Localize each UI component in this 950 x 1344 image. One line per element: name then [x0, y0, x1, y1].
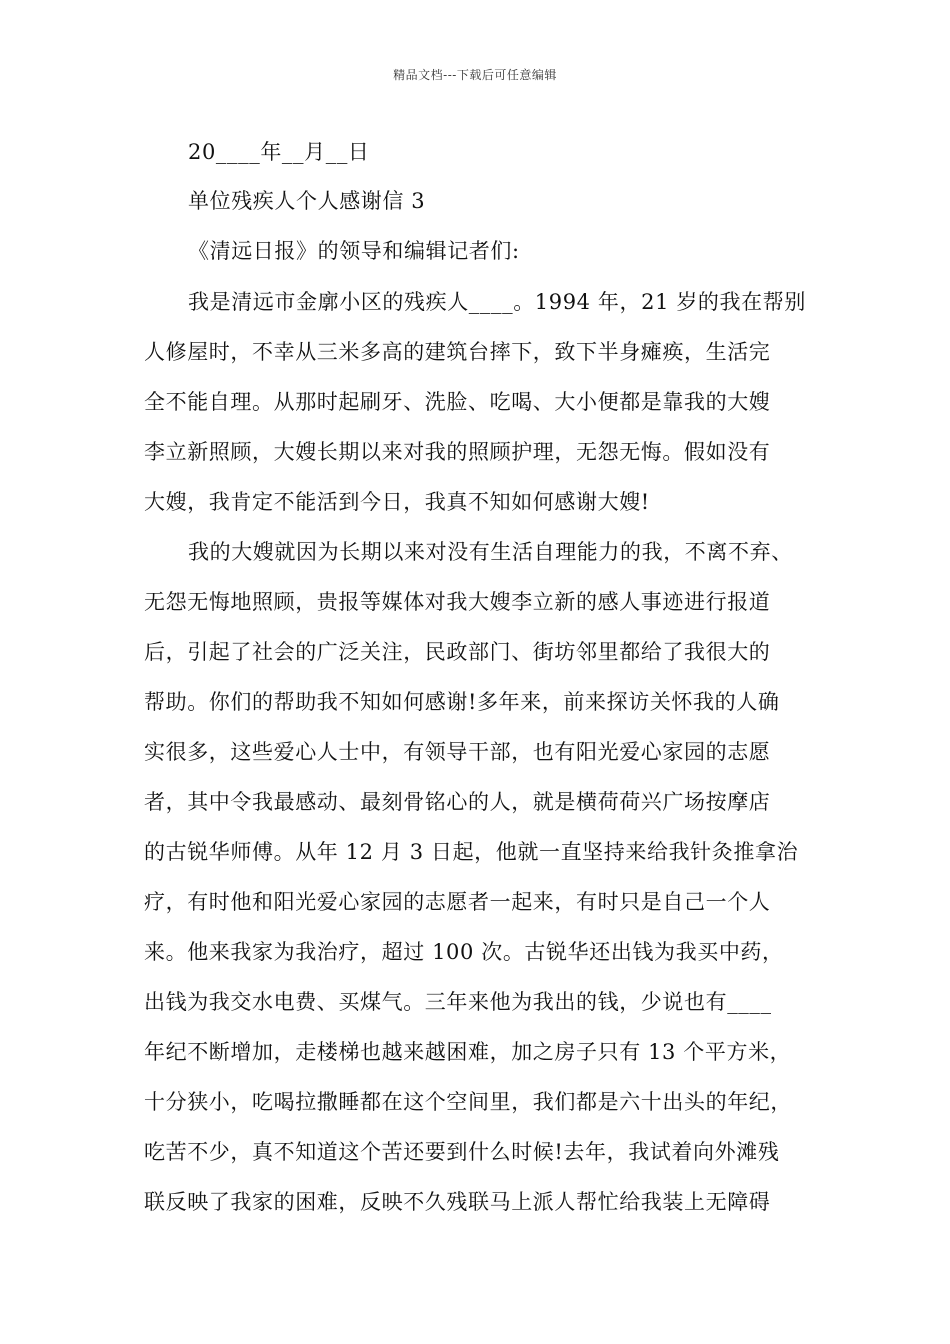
date-line: 20____年__月__日 — [188, 140, 370, 164]
body-line: 实很多，这些爱心人士中，有领导干部，也有阳光爱心家园的志愿 — [144, 740, 771, 764]
body-line: 十分狭小，吃喝拉撒睡都在这个空间里，我们都是六十出头的年纪， — [144, 1090, 792, 1114]
body-line: 李立新照顾，大嫂长期以来对我的照顾护理，无怨无悔。假如没有 — [144, 440, 771, 464]
body-line: 帮助。你们的帮助我不知如何感谢!多年来，前来探访关怀我的人确 — [144, 690, 780, 714]
letter-title: 单位残疾人个人感谢信 3 — [188, 189, 426, 213]
body-line: 我是清远市金廓小区的残疾人____。1994 年，21 岁的我在帮别 — [188, 290, 806, 314]
body-line: 无怨无悔地照顾，贵报等媒体对我大嫂李立新的感人事迹进行报道 — [144, 590, 771, 614]
body-line: 后，引起了社会的广泛关注，民政部门、街坊邻里都给了我很大的 — [144, 640, 771, 664]
body-line: 联反映了我家的困难，反映不久残联马上派人帮忙给我装上无障碍 — [144, 1190, 771, 1214]
body-line: 大嫂，我肯定不能活到今日，我真不知如何感谢大嫂! — [144, 490, 650, 514]
body-line: 全不能自理。从那时起刷牙、洗脸、吃喝、大小便都是靠我的大嫂 — [144, 390, 771, 414]
body-line: 年纪不断增加，走楼梯也越来越困难，加之房子只有 13 个平方米， — [144, 1040, 792, 1064]
body-line: 出钱为我交水电费、买煤气。三年来他为我出的钱，少说也有____ — [144, 990, 772, 1014]
body-line: 人修屋时，不幸从三米多高的建筑台摔下，致下半身瘫痪，生活完 — [144, 340, 771, 364]
body-line: 我的大嫂就因为长期以来对没有生活自理能力的我，不离不弃、 — [188, 540, 793, 564]
salutation: 《清远日报》的领导和编辑记者们: — [188, 239, 520, 263]
body-line: 吃苦不少，真不知道这个苦还要到什么时候!去年，我试着向外滩残 — [144, 1140, 780, 1164]
body-line: 的古锐华师傅。从年 12 月 3 日起，他就一直坚持来给我针灸推拿治 — [144, 840, 799, 864]
body-line: 疗，有时他和阳光爱心家园的志愿者一起来，有时只是自己一个人 — [144, 890, 771, 914]
body-line: 来。他来我家为我治疗，超过 100 次。古锐华还出钱为我买中药， — [144, 940, 784, 964]
body-line: 者，其中令我最感动、最刻骨铭心的人，就是横荷荷兴广场按摩店 — [144, 790, 771, 814]
page-header: 精品文档---下载后可任意编辑 — [393, 68, 557, 82]
